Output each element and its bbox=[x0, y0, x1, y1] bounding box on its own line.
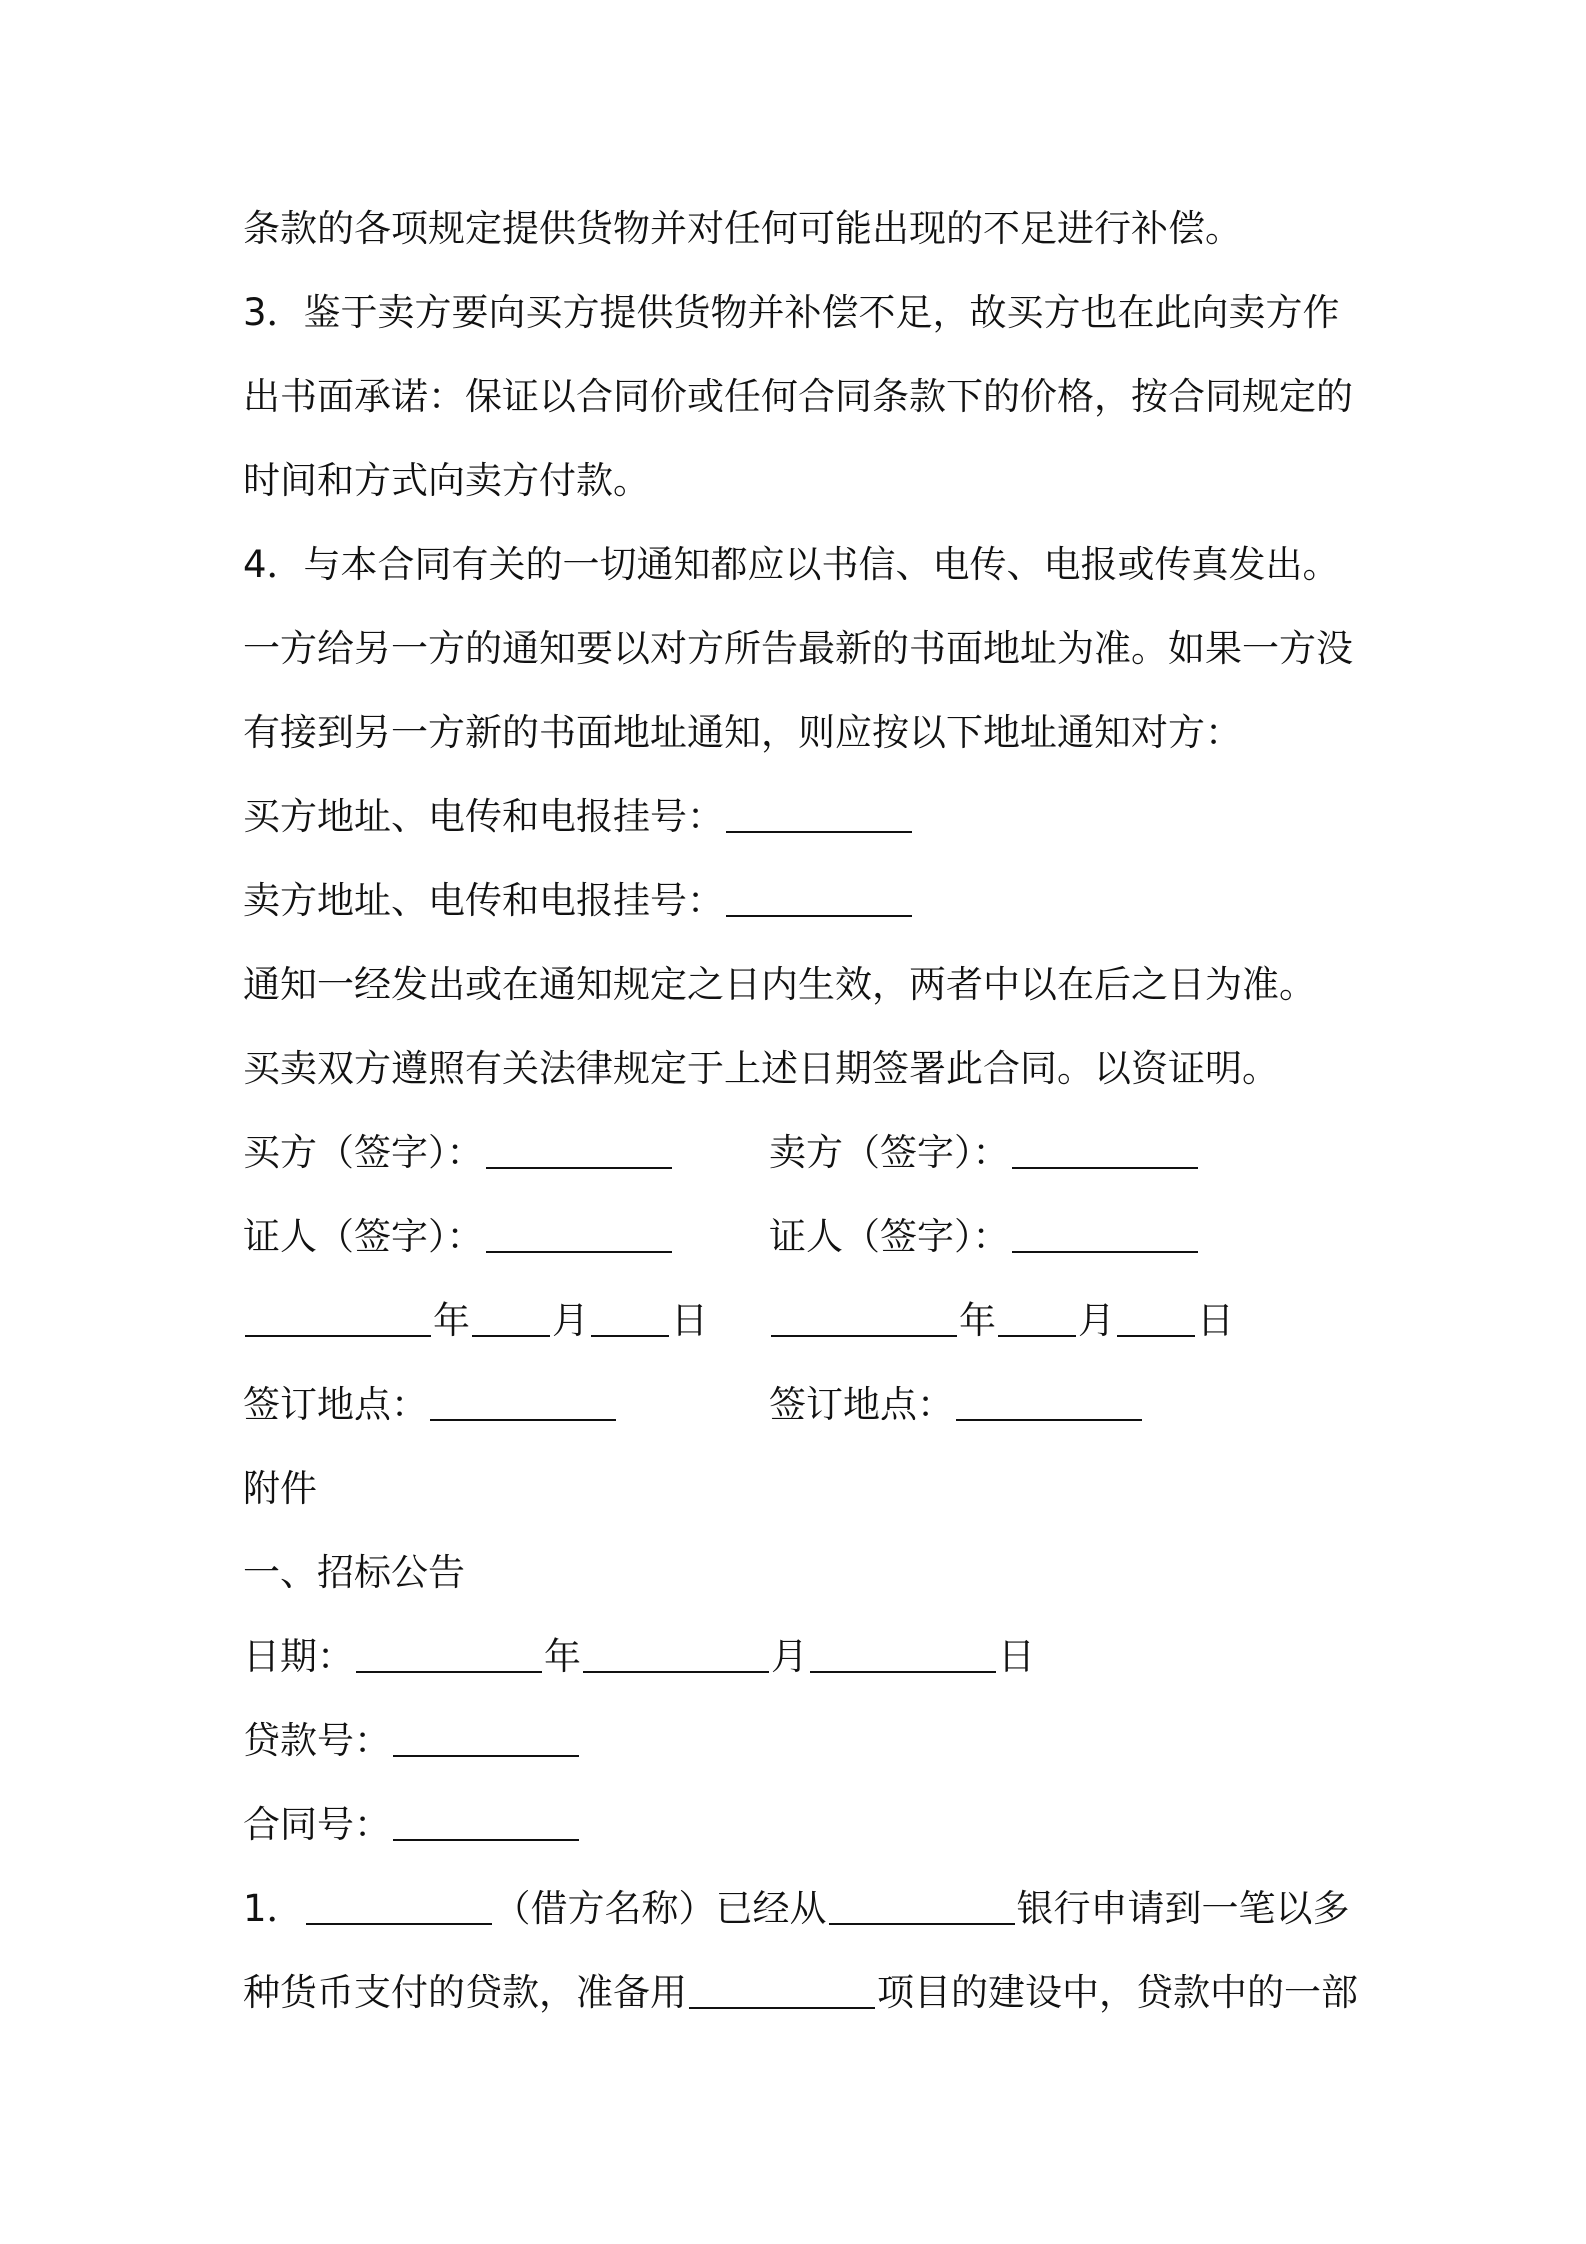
signing-place-blank bbox=[430, 1379, 616, 1421]
buyer-signature-label: 买方（签字）： bbox=[243, 1131, 484, 1174]
witness-signature-blank bbox=[1012, 1211, 1198, 1253]
paragraph-line: 一方给另一方的通知要以对方所告最新的书面地址为准。如果一方没 bbox=[243, 627, 1353, 670]
year-blank bbox=[356, 1631, 542, 1673]
signing-place-blank bbox=[956, 1379, 1142, 1421]
seller-address-line bbox=[243, 871, 1363, 931]
paragraph-line: 通知一经发出或在通知规定之日内生效，两者中以在后之日为准。 bbox=[243, 963, 1316, 1006]
paragraph-line: 条款的各项规定提供货物并对任何可能出现的不足进行补偿。 bbox=[243, 207, 1242, 250]
day-blank bbox=[591, 1295, 669, 1337]
witness-signature-blank bbox=[486, 1211, 672, 1253]
buyer-address-blank bbox=[726, 791, 912, 833]
paragraph-line: 买卖双方遵照有关法律规定于上述日期签署此合同。以资证明。 bbox=[243, 1047, 1279, 1090]
contract-number-line bbox=[243, 1795, 1363, 1855]
month-label: 月 bbox=[771, 1635, 808, 1678]
project-name-blank bbox=[689, 1967, 875, 2009]
day-blank bbox=[810, 1631, 996, 1673]
signature-row bbox=[243, 1123, 1363, 1183]
day-label: 日 bbox=[671, 1299, 708, 1342]
seller-address-blank bbox=[726, 875, 912, 917]
loan-number-label: 贷款号： bbox=[243, 1719, 391, 1762]
year-label: 年 bbox=[959, 1299, 996, 1342]
month-blank bbox=[472, 1295, 550, 1337]
year-label: 年 bbox=[544, 1635, 581, 1678]
witness-row bbox=[243, 1207, 1363, 1267]
year-label: 年 bbox=[433, 1299, 470, 1342]
signing-place-label: 签订地点： bbox=[769, 1383, 954, 1426]
item-text: 银行申请到一笔以多 bbox=[1016, 1887, 1350, 1930]
paragraph-line: 有接到另一方新的书面地址通知，则应按以下地址通知对方： bbox=[243, 711, 1242, 754]
paragraph-line: 出书面承诺：保证以合同价或任何合同条款下的价格，按合同规定的 bbox=[243, 375, 1353, 418]
annex-title: 附件 bbox=[243, 1467, 317, 1510]
paragraph-line: 时间和方式向卖方付款。 bbox=[243, 459, 650, 502]
month-blank bbox=[583, 1631, 769, 1673]
month-label: 月 bbox=[1078, 1299, 1115, 1342]
bank-name-blank bbox=[829, 1883, 1015, 1925]
day-label: 日 bbox=[1197, 1299, 1234, 1342]
seller-address-label: 卖方地址、电传和电报挂号： bbox=[243, 879, 724, 922]
item-text: 种货币支付的贷款，准备用 bbox=[243, 1971, 687, 2014]
signing-place-row bbox=[243, 1375, 1363, 1435]
day-blank bbox=[1117, 1295, 1195, 1337]
contract-number-label: 合同号： bbox=[243, 1803, 391, 1846]
item-1-line bbox=[243, 1879, 1363, 1939]
witness-signature-label: 证人（签字）： bbox=[769, 1215, 1010, 1258]
clause-3-line: 3．鉴于卖方要向买方提供货物并补偿不足，故买方也在此向卖方作 bbox=[243, 291, 1340, 334]
buyer-address-label: 买方地址、电传和电报挂号： bbox=[243, 795, 724, 838]
buyer-signature-blank bbox=[486, 1127, 672, 1169]
item-number: 1． bbox=[243, 1887, 304, 1930]
item-1-continuation-line bbox=[243, 1963, 1363, 2023]
seller-signature-blank bbox=[1012, 1127, 1198, 1169]
item-text: （借方名称）已经从 bbox=[493, 1887, 827, 1930]
month-blank bbox=[998, 1295, 1076, 1337]
year-blank bbox=[245, 1295, 431, 1337]
year-blank bbox=[771, 1295, 957, 1337]
section-heading: 一、招标公告 bbox=[243, 1551, 465, 1594]
annex-date-line bbox=[243, 1627, 1363, 1687]
loan-number-blank bbox=[393, 1715, 579, 1757]
item-text: 项目的建设中，贷款中的一部 bbox=[877, 1971, 1358, 2014]
date-label: 日期： bbox=[243, 1635, 354, 1678]
loan-number-line bbox=[243, 1711, 1363, 1771]
month-label: 月 bbox=[552, 1299, 589, 1342]
date-row bbox=[243, 1291, 1363, 1351]
borrower-name-blank bbox=[306, 1883, 492, 1925]
buyer-address-line bbox=[243, 787, 1363, 847]
witness-signature-label: 证人（签字）： bbox=[243, 1215, 484, 1258]
clause-4-line: 4．与本合同有关的一切通知都应以书信、电传、电报或传真发出。 bbox=[243, 543, 1340, 586]
seller-signature-label: 卖方（签字）： bbox=[769, 1131, 1010, 1174]
contract-number-blank bbox=[393, 1799, 579, 1841]
day-label: 日 bbox=[998, 1635, 1035, 1678]
signing-place-label: 签订地点： bbox=[243, 1383, 428, 1426]
